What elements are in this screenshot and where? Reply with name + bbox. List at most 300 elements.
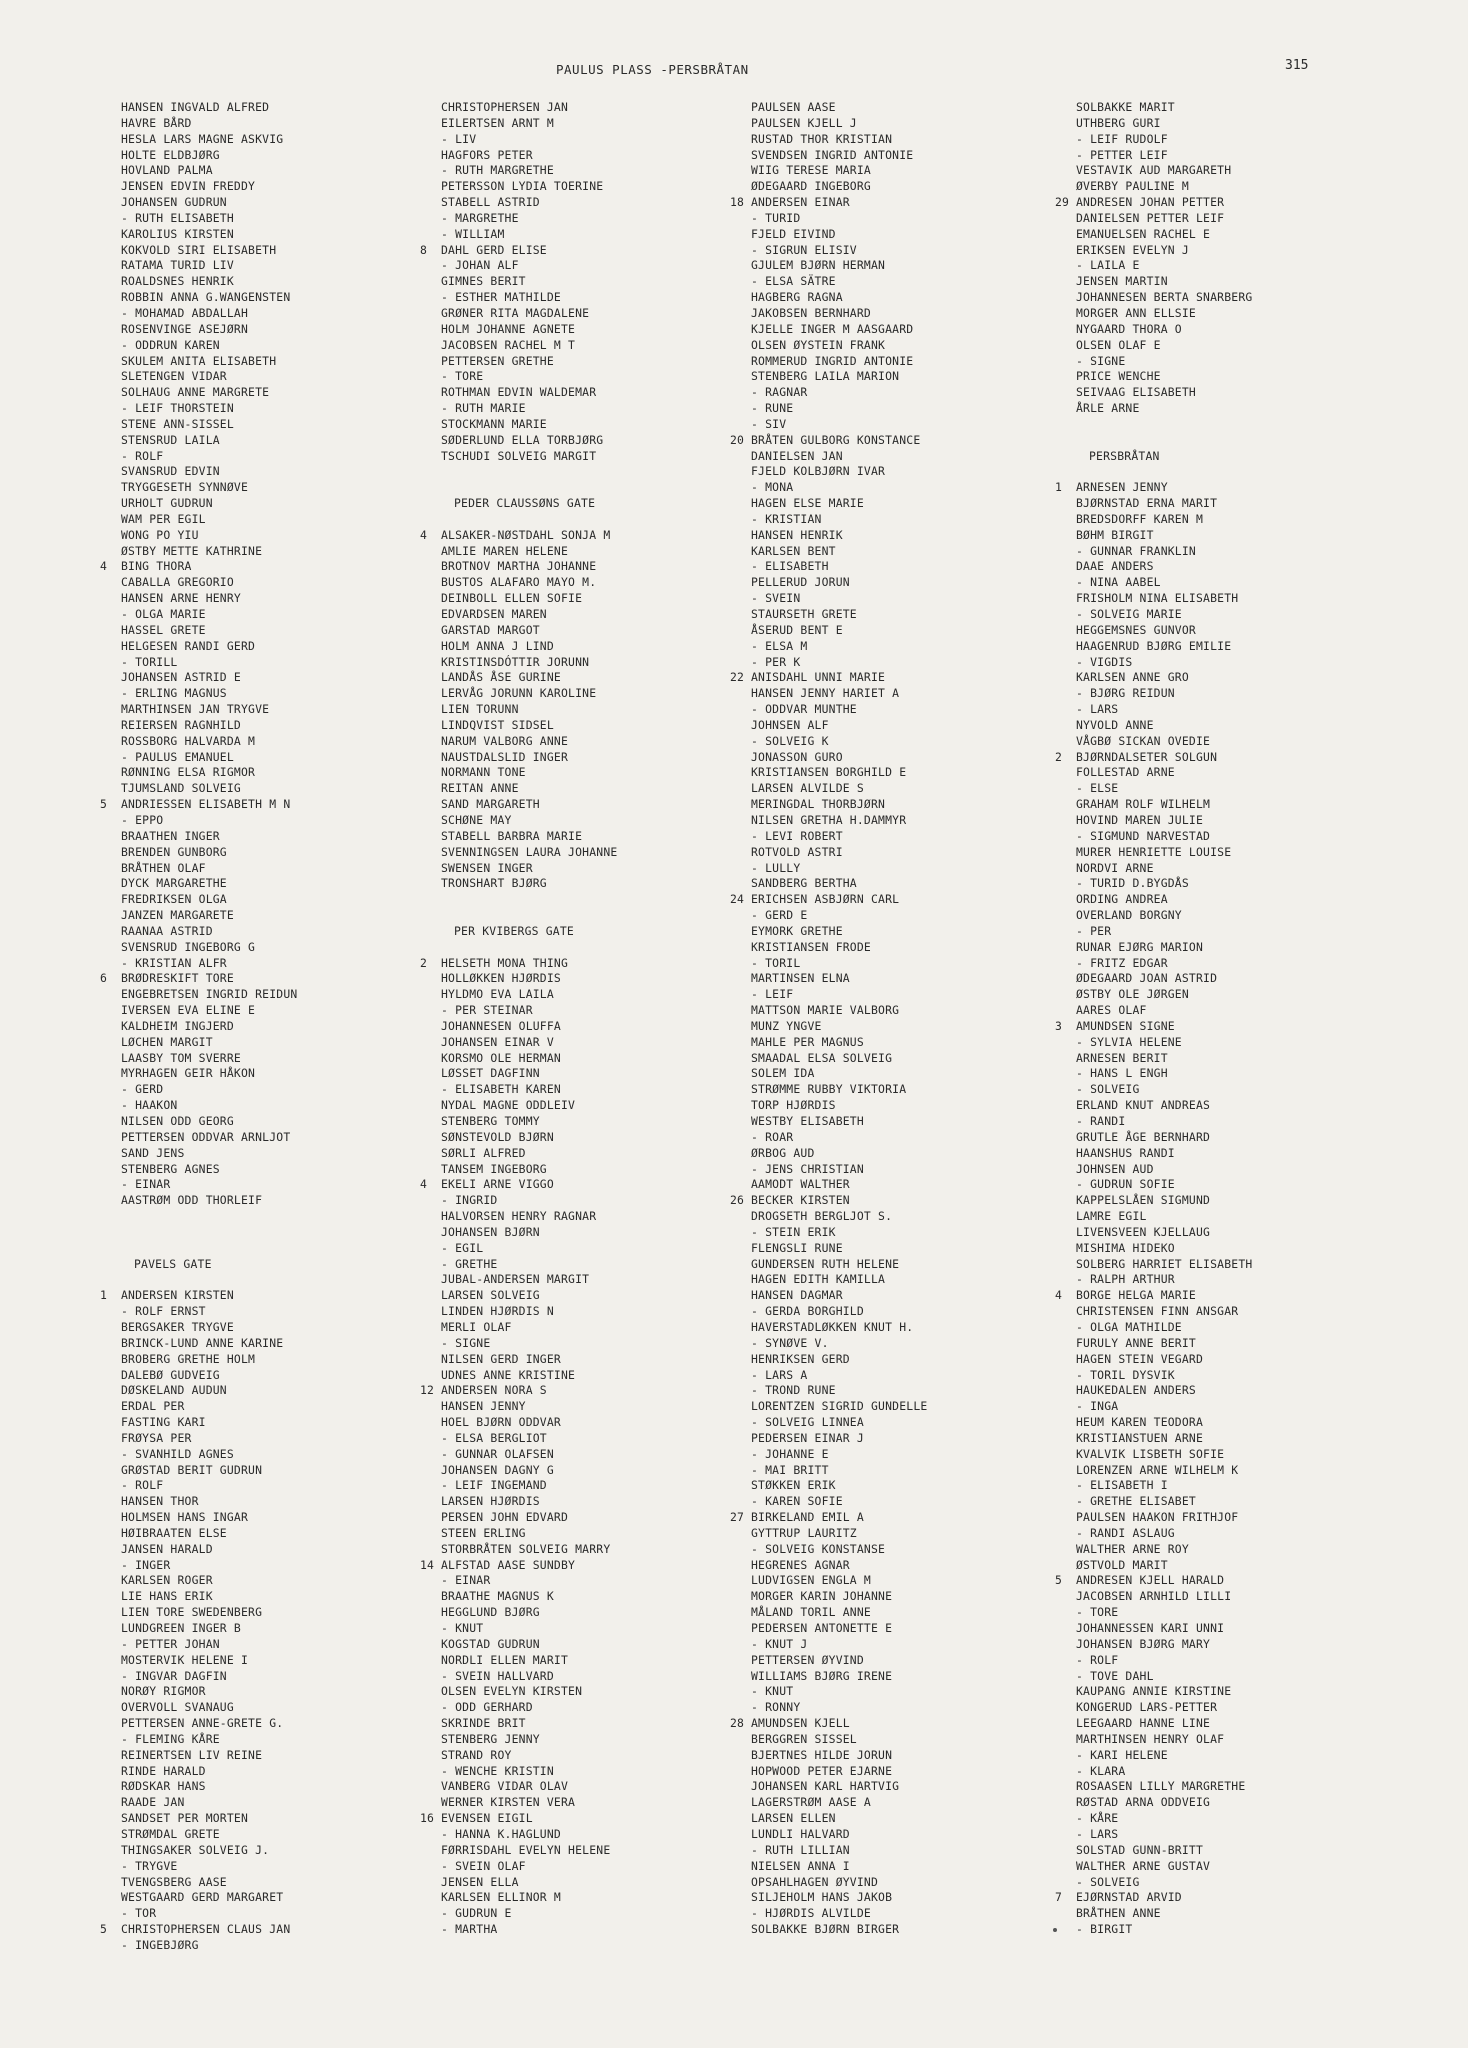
resident-name: STRØMDAL GRETE xyxy=(121,1826,220,1841)
resident-name: TJUMSLAND SOLVEIG xyxy=(121,781,241,796)
resident-name: - KRISTIAN ALFR xyxy=(121,955,227,970)
resident-name: HOLMSEN HANS INGAR xyxy=(121,1510,249,1525)
resident-name: TRONSHART BJØRG xyxy=(441,876,547,891)
resident-name: - ROLF xyxy=(1076,1652,1119,1667)
resident-name: - LARS xyxy=(1076,1826,1119,1841)
resident-name: KRISTIANSTUEN ARNE xyxy=(1076,1430,1204,1445)
resident-name: MERINGDAL THORBJØRN xyxy=(751,797,886,812)
resident-name: ØSTBY METTE KATHRINE xyxy=(121,543,263,558)
resident-name: NYGAARD THORA O xyxy=(1076,321,1182,336)
resident-name: - SVEIN OLAF xyxy=(441,1858,526,1873)
resident-name: ROSAASEN LILLY MARGRETHE xyxy=(1076,1779,1246,1794)
resident-name: NAUSTDALSLID INGER xyxy=(441,749,569,764)
resident-name: FRØYSA PER xyxy=(121,1430,192,1445)
resident-name: GRUTLE ÅGE BERNHARD xyxy=(1076,1129,1211,1144)
resident-name: SVENDSEN INGRID ANTONIE xyxy=(751,147,914,162)
resident-name: - GUDRUN E xyxy=(441,1906,512,1921)
resident-name: DROGSETH BERGLJOT S. xyxy=(751,1209,893,1224)
resident-name: - PER STEINAR xyxy=(441,1003,533,1018)
resident-name: - RONNY xyxy=(751,1700,801,1715)
resident-name: - MARTHA xyxy=(441,1922,498,1937)
resident-name: - SYNØVE V. xyxy=(751,1335,829,1350)
resident-name: MUNZ YNGVE xyxy=(751,1018,822,1033)
resident-name: SAND JENS xyxy=(121,1145,185,1160)
resident-name: - KAREN SOFIE xyxy=(751,1494,843,1509)
house-number: 1 xyxy=(100,1288,108,1303)
resident-name: ÅSERUD BENT E xyxy=(751,622,843,637)
resident-name: PELLERUD JORUN xyxy=(751,575,850,590)
resident-name: BROTNOV MARTHA JOHANNE xyxy=(441,559,597,574)
resident-name: OLSEN EVELYN KIRSTEN xyxy=(441,1684,583,1699)
street-name: PERSBRÅTAN xyxy=(1089,448,1160,463)
resident-name: - TOR xyxy=(121,1906,157,1921)
resident-name: HEGGEMSNES GUNVOR xyxy=(1076,622,1196,637)
resident-name: - SIGNE xyxy=(1076,353,1126,368)
print-speck xyxy=(1053,1928,1057,1932)
resident-name: - GRETHE xyxy=(441,1256,498,1271)
resident-name: LAASBY TOM SVERRE xyxy=(121,1050,241,1065)
resident-name: GRAHAM ROLF WILHELM xyxy=(1076,797,1211,812)
resident-name: MYRHAGEN GEIR HÅKON xyxy=(121,1066,256,1081)
resident-name: NORDLI ELLEN MARIT xyxy=(441,1652,569,1667)
resident-name: CHRISTOPHERSEN JAN xyxy=(441,100,569,114)
resident-name: SANDBERG BERTHA xyxy=(751,876,857,891)
resident-name: - RUTH LILLIAN xyxy=(751,1842,850,1857)
resident-name: JOHANSEN KARL HARTVIG xyxy=(751,1779,900,1794)
resident-name: BIRKELAND EMIL A xyxy=(751,1510,864,1525)
resident-name: ROSSBORG HALVARDA M xyxy=(121,733,256,748)
resident-name: MOSTERVIK HELENE I xyxy=(121,1652,249,1667)
resident-name: LORENZEN ARNE WILHELM K xyxy=(1076,1462,1239,1477)
house-number: 5 xyxy=(100,1922,108,1937)
resident-name: HAGEN EDITH KAMILLA xyxy=(751,1272,886,1287)
resident-name: SKRINDE BRIT xyxy=(441,1716,526,1731)
resident-name: BERGGREN SISSEL xyxy=(751,1731,857,1746)
resident-name: HAVERSTADLØKKEN KNUT H. xyxy=(751,1319,914,1334)
resident-name: - OLGA MARIE xyxy=(121,607,206,621)
resident-name: SMAADAL ELSA SOLVEIG xyxy=(751,1050,893,1065)
resident-name: LANDÅS ÅSE GURINE xyxy=(441,670,561,685)
resident-name: - TURID xyxy=(751,210,801,225)
resident-name: - RANDI ASLAUG xyxy=(1076,1525,1175,1540)
resident-name: CABALLA GREGORIO xyxy=(121,575,234,590)
resident-name: - INGER xyxy=(121,1557,171,1572)
house-number: 4 xyxy=(420,527,428,542)
resident-name: - LEVI ROBERT xyxy=(751,828,843,843)
resident-name: - HAAKON xyxy=(121,1098,178,1113)
resident-name: SVENNINGSEN LAURA JOHANNE xyxy=(441,844,618,859)
resident-name: ERLAND KNUT ANDREAS xyxy=(1076,1098,1211,1113)
resident-name: SKULEM ANITA ELISABETH xyxy=(121,353,277,368)
house-number: 29 xyxy=(1055,195,1070,210)
resident-name: HOLLØKKEN HJØRDIS xyxy=(441,971,561,986)
resident-name: HESLA LARS MAGNE ASKVIG xyxy=(121,131,284,146)
resident-name: SØDERLUND ELLA TORBJØRG xyxy=(441,432,604,447)
resident-name: STAURSETH GRETE xyxy=(751,607,857,621)
resident-name: PEDERSEN ANTONETTE E xyxy=(751,1621,893,1635)
resident-name: ANDRIESSEN ELISABETH M N xyxy=(121,797,291,812)
resident-name: SOLHAUG ANNE MARGRETE xyxy=(121,385,270,400)
resident-name: - SOLVEIG xyxy=(1076,1082,1140,1097)
resident-name: - SOLVEIG K xyxy=(751,733,829,748)
resident-name: - GRETHE ELISABET xyxy=(1076,1494,1196,1509)
resident-name: - LEIF xyxy=(751,987,794,1002)
resident-name: ARNESEN BERIT xyxy=(1076,1050,1168,1065)
resident-name: HALVORSEN HENRY RAGNAR xyxy=(441,1209,597,1224)
resident-name: MAHLE PER MAGNUS xyxy=(751,1034,864,1049)
resident-name: - KNUT xyxy=(751,1684,794,1699)
resident-name: ANDRESEN KJELL HARALD xyxy=(1076,1573,1225,1588)
resident-name: - LARS A xyxy=(751,1367,808,1382)
resident-name: DANIELSEN JAN xyxy=(751,448,843,463)
resident-name: BRAATHEN INGER xyxy=(121,828,220,843)
resident-name: - MAI BRITT xyxy=(751,1462,829,1477)
resident-name: MARTHINSEN HENRY OLAF xyxy=(1076,1731,1225,1746)
resident-name: - GERD xyxy=(121,1082,164,1097)
resident-name: PEDERSEN EINAR J xyxy=(751,1430,864,1445)
resident-name: ANDERSEN EINAR xyxy=(751,195,850,210)
resident-name: PRICE WENCHE xyxy=(1076,369,1161,384)
resident-name: - ELSA SÄTRE xyxy=(751,274,836,289)
resident-name: - KARI HELENE xyxy=(1076,1747,1168,1762)
resident-name: EKELI ARNE VIGGO xyxy=(441,1177,554,1192)
house-number: 3 xyxy=(1055,1018,1063,1033)
resident-name: RAANAA ASTRID xyxy=(121,923,213,938)
resident-name: KAUPANG ANNIE KIRSTINE xyxy=(1076,1684,1232,1699)
resident-name: - SOLVEIG MARIE xyxy=(1076,607,1182,621)
resident-name: DYCK MARGARETHE xyxy=(121,876,227,891)
resident-name: - GERDA BORGHILD xyxy=(751,1304,864,1319)
resident-name: MORGER KARIN JOHANNE xyxy=(751,1589,893,1604)
resident-name: SVANSRUD EDVIN xyxy=(121,464,220,479)
resident-name: STENBERG LAILA MARION xyxy=(751,369,900,384)
resident-name: ØDEGAARD JOAN ASTRID xyxy=(1076,971,1218,986)
resident-name: STABELL ASTRID xyxy=(441,195,540,210)
resident-name: SLETENGEN VIDAR xyxy=(121,369,227,384)
resident-name: IVERSEN EVA ELINE E xyxy=(121,1003,256,1018)
resident-name: SWENSEN INGER xyxy=(441,860,533,875)
resident-name: OVERVOLL SVANAUG xyxy=(121,1700,234,1715)
resident-name: VANBERG VIDAR OLAV xyxy=(441,1779,569,1794)
page-header xyxy=(0,58,1468,82)
resident-name: ERDAL PER xyxy=(121,1399,185,1414)
resident-name: BRÅTEN GULBORG KONSTANCE xyxy=(751,432,921,447)
house-number: 4 xyxy=(100,559,108,574)
resident-name: - RALPH ARTHUR xyxy=(1076,1272,1175,1287)
resident-name: HOLM JOHANNE AGNETE xyxy=(441,321,576,336)
resident-name: WESTBY ELISABETH xyxy=(751,1114,864,1128)
resident-name: REIERSEN RAGNHILD xyxy=(121,717,241,732)
resident-name: - GERD E xyxy=(751,908,808,923)
resident-name: - ROLF xyxy=(121,1478,164,1493)
resident-name: STØKKEN ERIK xyxy=(751,1478,836,1493)
resident-name: OPSAHLHAGEN ØYVIND xyxy=(751,1874,879,1889)
resident-name: ALSAKER-NØSTDAHL SONJA M xyxy=(441,527,611,542)
resident-name: - FLEMING KÅRE xyxy=(121,1731,220,1746)
resident-name: - ELISABETH KAREN xyxy=(441,1082,561,1097)
resident-name: ORDING ANDREA xyxy=(1076,892,1168,907)
resident-name: DANIELSEN PETTER LEIF xyxy=(1076,210,1225,225)
resident-name: HEGRENES AGNAR xyxy=(751,1557,850,1572)
resident-name: MÅLAND TORIL ANNE xyxy=(751,1605,871,1620)
house-number: 27 xyxy=(730,1510,745,1525)
resident-name: JANSEN HARALD xyxy=(121,1541,213,1556)
resident-name: GIMNES BERIT xyxy=(441,274,526,289)
resident-name: - ELSE xyxy=(1076,781,1119,796)
resident-name: BJØRNDALSETER SOLGUN xyxy=(1076,749,1218,764)
resident-name: SAND MARGARETH xyxy=(441,797,540,812)
resident-name: LIEN TORE SWEDENBERG xyxy=(121,1605,263,1620)
resident-name: - PAULUS EMANUEL xyxy=(121,749,234,764)
resident-name: - TURID D.BYGDÅS xyxy=(1076,876,1189,891)
resident-name: LIVENSVEEN KJELLAUG xyxy=(1076,1224,1211,1239)
resident-name: OLSEN OLAF E xyxy=(1076,337,1161,352)
resident-name: JANZEN MARGARETE xyxy=(121,908,234,923)
resident-name: ROTVOLD ASTRI xyxy=(751,844,843,859)
resident-name: LAGERSTRØM AASE A xyxy=(751,1795,871,1810)
house-number: 26 xyxy=(730,1193,745,1208)
house-number: 28 xyxy=(730,1716,745,1731)
resident-name: KARLSEN ANNE GRO xyxy=(1076,670,1189,685)
resident-name: - LIV xyxy=(441,131,477,146)
resident-name: - INGRID xyxy=(441,1193,498,1208)
resident-name: - KNUT J xyxy=(751,1636,808,1651)
resident-name: KARLSEN ELLINOR M xyxy=(441,1890,561,1905)
resident-name: HOVLAND PALMA xyxy=(121,163,213,178)
resident-name: WAM PER EGIL xyxy=(121,511,206,526)
resident-name: - STEIN ERIK xyxy=(751,1224,836,1239)
resident-name: HOLM ANNA J LIND xyxy=(441,638,554,653)
resident-name: OVERLAND BORGNY xyxy=(1076,908,1182,923)
resident-name: - HJØRDIS ALVILDE xyxy=(751,1906,871,1921)
resident-name: BØHM BIRGIT xyxy=(1076,527,1154,542)
resident-name: HØIBRAATEN ELSE xyxy=(121,1525,227,1540)
resident-name: KARLSEN BENT xyxy=(751,543,836,558)
resident-name: HANSEN DAGMAR xyxy=(751,1288,843,1303)
resident-name: LINDEN HJØRDIS N xyxy=(441,1304,554,1319)
resident-name: HANSEN HENRIK xyxy=(751,527,843,542)
resident-name: HOLTE ELDBJØRG xyxy=(121,147,220,162)
resident-name: VÅGBØ SICKAN OVEDIE xyxy=(1076,733,1211,748)
resident-name: - RUTH MARGRETHE xyxy=(441,163,554,178)
resident-name: SØNSTEVOLD BJØRN xyxy=(441,1129,554,1144)
resident-name: RØNNING ELSA RIGMOR xyxy=(121,765,256,780)
resident-name: JOHANNESEN OLUFFA xyxy=(441,1018,561,1033)
resident-name: NILSEN GRETHA H.DAMMYR xyxy=(751,812,907,827)
resident-name: AMLIE MAREN HELENE xyxy=(441,543,569,558)
resident-name: - SIV xyxy=(751,416,787,431)
resident-name: NIELSEN ANNA I xyxy=(751,1858,850,1873)
resident-name: - PETTER JOHAN xyxy=(121,1636,220,1651)
resident-name: - RUTH MARIE xyxy=(441,401,526,416)
resident-name: NYVOLD ANNE xyxy=(1076,717,1154,732)
resident-name: DAHL GERD ELISE xyxy=(441,242,547,257)
resident-name: BUSTOS ALAFARO MAYO M. xyxy=(441,575,597,590)
resident-name: - WILLIAM xyxy=(441,226,505,241)
resident-name: TVENGSBERG AASE xyxy=(121,1874,227,1889)
resident-name: - ELSA BERGLIOT xyxy=(441,1430,547,1445)
resident-name: - ODDVAR MUNTHE xyxy=(751,702,857,717)
resident-name: DØSKELAND AUDUN xyxy=(121,1383,227,1398)
house-number: 4 xyxy=(1055,1288,1063,1303)
resident-name: STEEN ERLING xyxy=(441,1525,526,1540)
resident-name: FLENGSLI RUNE xyxy=(751,1240,843,1255)
resident-name: BING THORA xyxy=(121,559,192,574)
resident-name: ROMMERUD INGRID ANTONIE xyxy=(751,353,914,368)
resident-name: JUBAL-ANDERSEN MARGIT xyxy=(441,1272,590,1287)
resident-name: BRINCK-LUND ANNE KARINE xyxy=(121,1335,284,1350)
resident-name: ANDRESEN JOHAN PETTER xyxy=(1076,195,1225,210)
house-number: 14 xyxy=(420,1557,435,1572)
resident-name: STORBRÅTEN SOLVEIG MARRY xyxy=(441,1541,611,1556)
resident-name: - LAILA E xyxy=(1076,258,1140,273)
resident-name: PERSEN JOHN EDVARD xyxy=(441,1510,569,1525)
resident-name: - WENCHE KRISTIN xyxy=(441,1763,554,1778)
resident-name: URHOLT GUDRUN xyxy=(121,496,213,511)
resident-name: MERLI OLAF xyxy=(441,1319,512,1334)
resident-name: - ELSA M xyxy=(751,638,808,653)
resident-name: LIEN TORUNN xyxy=(441,702,519,717)
resident-name: BREDSDORFF KAREN M xyxy=(1076,511,1204,526)
house-number: 7 xyxy=(1055,1890,1063,1905)
resident-name: - FRITZ EDGAR xyxy=(1076,955,1168,970)
resident-name: ANDERSEN KIRSTEN xyxy=(121,1288,234,1303)
resident-name: WALTHER ARNE GUSTAV xyxy=(1076,1858,1211,1873)
resident-name: - KRISTIAN xyxy=(751,511,822,526)
resident-name: - MOHAMAD ABDALLAH xyxy=(121,305,249,320)
resident-name: STRØMME RUBBY VIKTORIA xyxy=(751,1082,907,1097)
resident-name: HAAGENRUD BJØRG EMILIE xyxy=(1076,638,1232,653)
resident-name: EYMORK GRETHE xyxy=(751,923,843,938)
resident-name: JENSEN EDVIN FREDDY xyxy=(121,179,256,194)
resident-name: - JOHANNE E xyxy=(751,1446,829,1461)
resident-name: SOLBAKKE BJØRN BIRGER xyxy=(751,1922,900,1937)
resident-name: HAUKEDALEN ANDERS xyxy=(1076,1383,1196,1398)
resident-name: KOGSTAD GUDRUN xyxy=(441,1636,540,1651)
resident-name: JAKOBSEN BERNHARD xyxy=(751,305,871,320)
resident-name: - TROND RUNE xyxy=(751,1383,836,1398)
resident-name: LIE HANS ERIK xyxy=(121,1589,213,1604)
resident-name: JOHANSEN ASTRID E xyxy=(121,670,241,685)
resident-name: - LEIF INGEMAND xyxy=(441,1478,547,1493)
house-number: 4 xyxy=(420,1177,428,1192)
resident-name: SØRLI ALFRED xyxy=(441,1145,526,1160)
resident-name: HANSEN JENNY xyxy=(441,1399,526,1414)
resident-name: - INGEBJØRG xyxy=(121,1937,199,1952)
resident-name: REINERTSEN LIV REINE xyxy=(121,1747,263,1762)
resident-name: - BJØRG REIDUN xyxy=(1076,686,1175,701)
resident-name: MATTSON MARIE VALBORG xyxy=(751,1003,900,1018)
resident-name: - TORIL DYSVIK xyxy=(1076,1367,1175,1382)
resident-name: PAULSEN HAAKON FRITHJOF xyxy=(1076,1510,1239,1525)
house-number: 5 xyxy=(1055,1573,1063,1588)
resident-name: HAGBERG RAGNA xyxy=(751,290,843,305)
resident-name: CHRISTENSEN FINN ANSGAR xyxy=(1076,1304,1239,1319)
resident-name: - BIRGIT xyxy=(1076,1922,1133,1937)
resident-name: STENSRUD LAILA xyxy=(121,432,220,447)
house-number: 2 xyxy=(1055,749,1063,764)
resident-name: LARSEN SOLVEIG xyxy=(441,1288,540,1303)
resident-name: KONGERUD LARS-PETTER xyxy=(1076,1700,1218,1715)
resident-name: STENBERG TOMMY xyxy=(441,1114,540,1128)
resident-name: RINDE HARALD xyxy=(121,1763,206,1778)
resident-name: SILJEHOLM HANS JAKOB xyxy=(751,1890,893,1905)
resident-name: STENE ANN-SISSEL xyxy=(121,416,234,431)
resident-name: HOEL BJØRN ODDVAR xyxy=(441,1415,561,1430)
resident-name: LARSEN ALVILDE S xyxy=(751,781,864,796)
resident-name: RATAMA TURID LIV xyxy=(121,258,234,273)
resident-name: JENSEN ELLA xyxy=(441,1874,519,1889)
resident-name: ANISDAHL UNNI MARIE xyxy=(751,670,886,685)
house-number: 20 xyxy=(730,432,745,447)
house-number: 8 xyxy=(420,242,428,257)
resident-name: HAGEN STEIN VEGARD xyxy=(1076,1351,1204,1366)
resident-name: - ODD GERHARD xyxy=(441,1700,533,1715)
resident-name: SCHØNE MAY xyxy=(441,812,512,827)
resident-name: HOVIND MAREN JULIE xyxy=(1076,812,1204,827)
resident-name: BORGE HELGA MARIE xyxy=(1076,1288,1196,1303)
resident-name: AMUNDSEN SIGNE xyxy=(1076,1018,1175,1033)
resident-name: ÅRLE ARNE xyxy=(1076,401,1140,416)
resident-name: LAMRE EGIL xyxy=(1076,1209,1147,1224)
resident-name: LØCHEN MARGIT xyxy=(121,1034,213,1049)
resident-name: EDVARDSEN MAREN xyxy=(441,607,547,621)
resident-name: JOHANSEN BJØRG MARY xyxy=(1076,1636,1211,1651)
resident-name: - ROLF ERNST xyxy=(121,1304,206,1319)
resident-name: AAMODT WALTHER xyxy=(751,1177,850,1192)
resident-name: HENRIKSEN GERD xyxy=(751,1351,850,1366)
resident-name: PAULSEN KJELL J xyxy=(751,115,857,130)
resident-name: PAULSEN AASE xyxy=(751,100,836,114)
resident-name: - EGIL xyxy=(441,1240,484,1255)
resident-name: EJØRNSTAD ARVID xyxy=(1076,1890,1182,1905)
resident-name: - SOLVEIG xyxy=(1076,1874,1140,1889)
resident-name: NARUM VALBORG ANNE xyxy=(441,733,569,748)
resident-name: LUDVIGSEN ENGLA M xyxy=(751,1573,871,1588)
resident-name: FRISHOLM NINA ELISABETH xyxy=(1076,591,1239,606)
resident-name: WIIG TERESE MARIA xyxy=(751,163,871,178)
resident-name: - MARGRETHE xyxy=(441,210,519,225)
resident-name: JOHNSEN ALF xyxy=(751,717,829,732)
resident-name: PETERSSON LYDIA TOERINE xyxy=(441,179,604,194)
resident-name: EVENSEN EIGIL xyxy=(441,1811,533,1826)
house-number: 5 xyxy=(100,797,108,812)
resident-name: - PER xyxy=(1076,923,1112,938)
resident-name: FREDRIKSEN OLGA xyxy=(121,892,227,907)
house-number: 24 xyxy=(730,892,745,907)
resident-name: - EINAR xyxy=(121,1177,171,1192)
resident-name: - ROAR xyxy=(751,1129,794,1144)
resident-name: UDNES ANNE KRISTINE xyxy=(441,1367,576,1382)
resident-name: MISHIMA HIDEKO xyxy=(1076,1240,1175,1255)
resident-name: - SOLVEIG KONSTANSE xyxy=(751,1541,886,1556)
resident-name: LØSSET DAGFINN xyxy=(441,1066,540,1081)
resident-name: AMUNDSEN KJELL xyxy=(751,1716,850,1731)
resident-name: SVENSRUD INGEBORG G xyxy=(121,939,256,954)
resident-name: STENBERG JENNY xyxy=(441,1731,540,1746)
resident-name: HANSEN JENNY HARIET A xyxy=(751,686,900,701)
resident-name: - SVEIN xyxy=(751,591,801,606)
resident-name: - HANS L ENGH xyxy=(1076,1066,1168,1081)
resident-name: ANDERSEN NORA S xyxy=(441,1383,547,1398)
resident-name: RUSTAD THOR KRISTIAN xyxy=(751,131,893,146)
resident-name: FJELD KOLBJØRN IVAR xyxy=(751,464,886,479)
resident-name: - PETTER LEIF xyxy=(1076,147,1168,162)
resident-name: SEIVAAG ELISABETH xyxy=(1076,385,1196,400)
resident-name: - INGA xyxy=(1076,1399,1119,1414)
resident-name: KVALVIK LISBETH SOFIE xyxy=(1076,1446,1225,1461)
resident-name: - ELISABETH I xyxy=(1076,1478,1168,1493)
